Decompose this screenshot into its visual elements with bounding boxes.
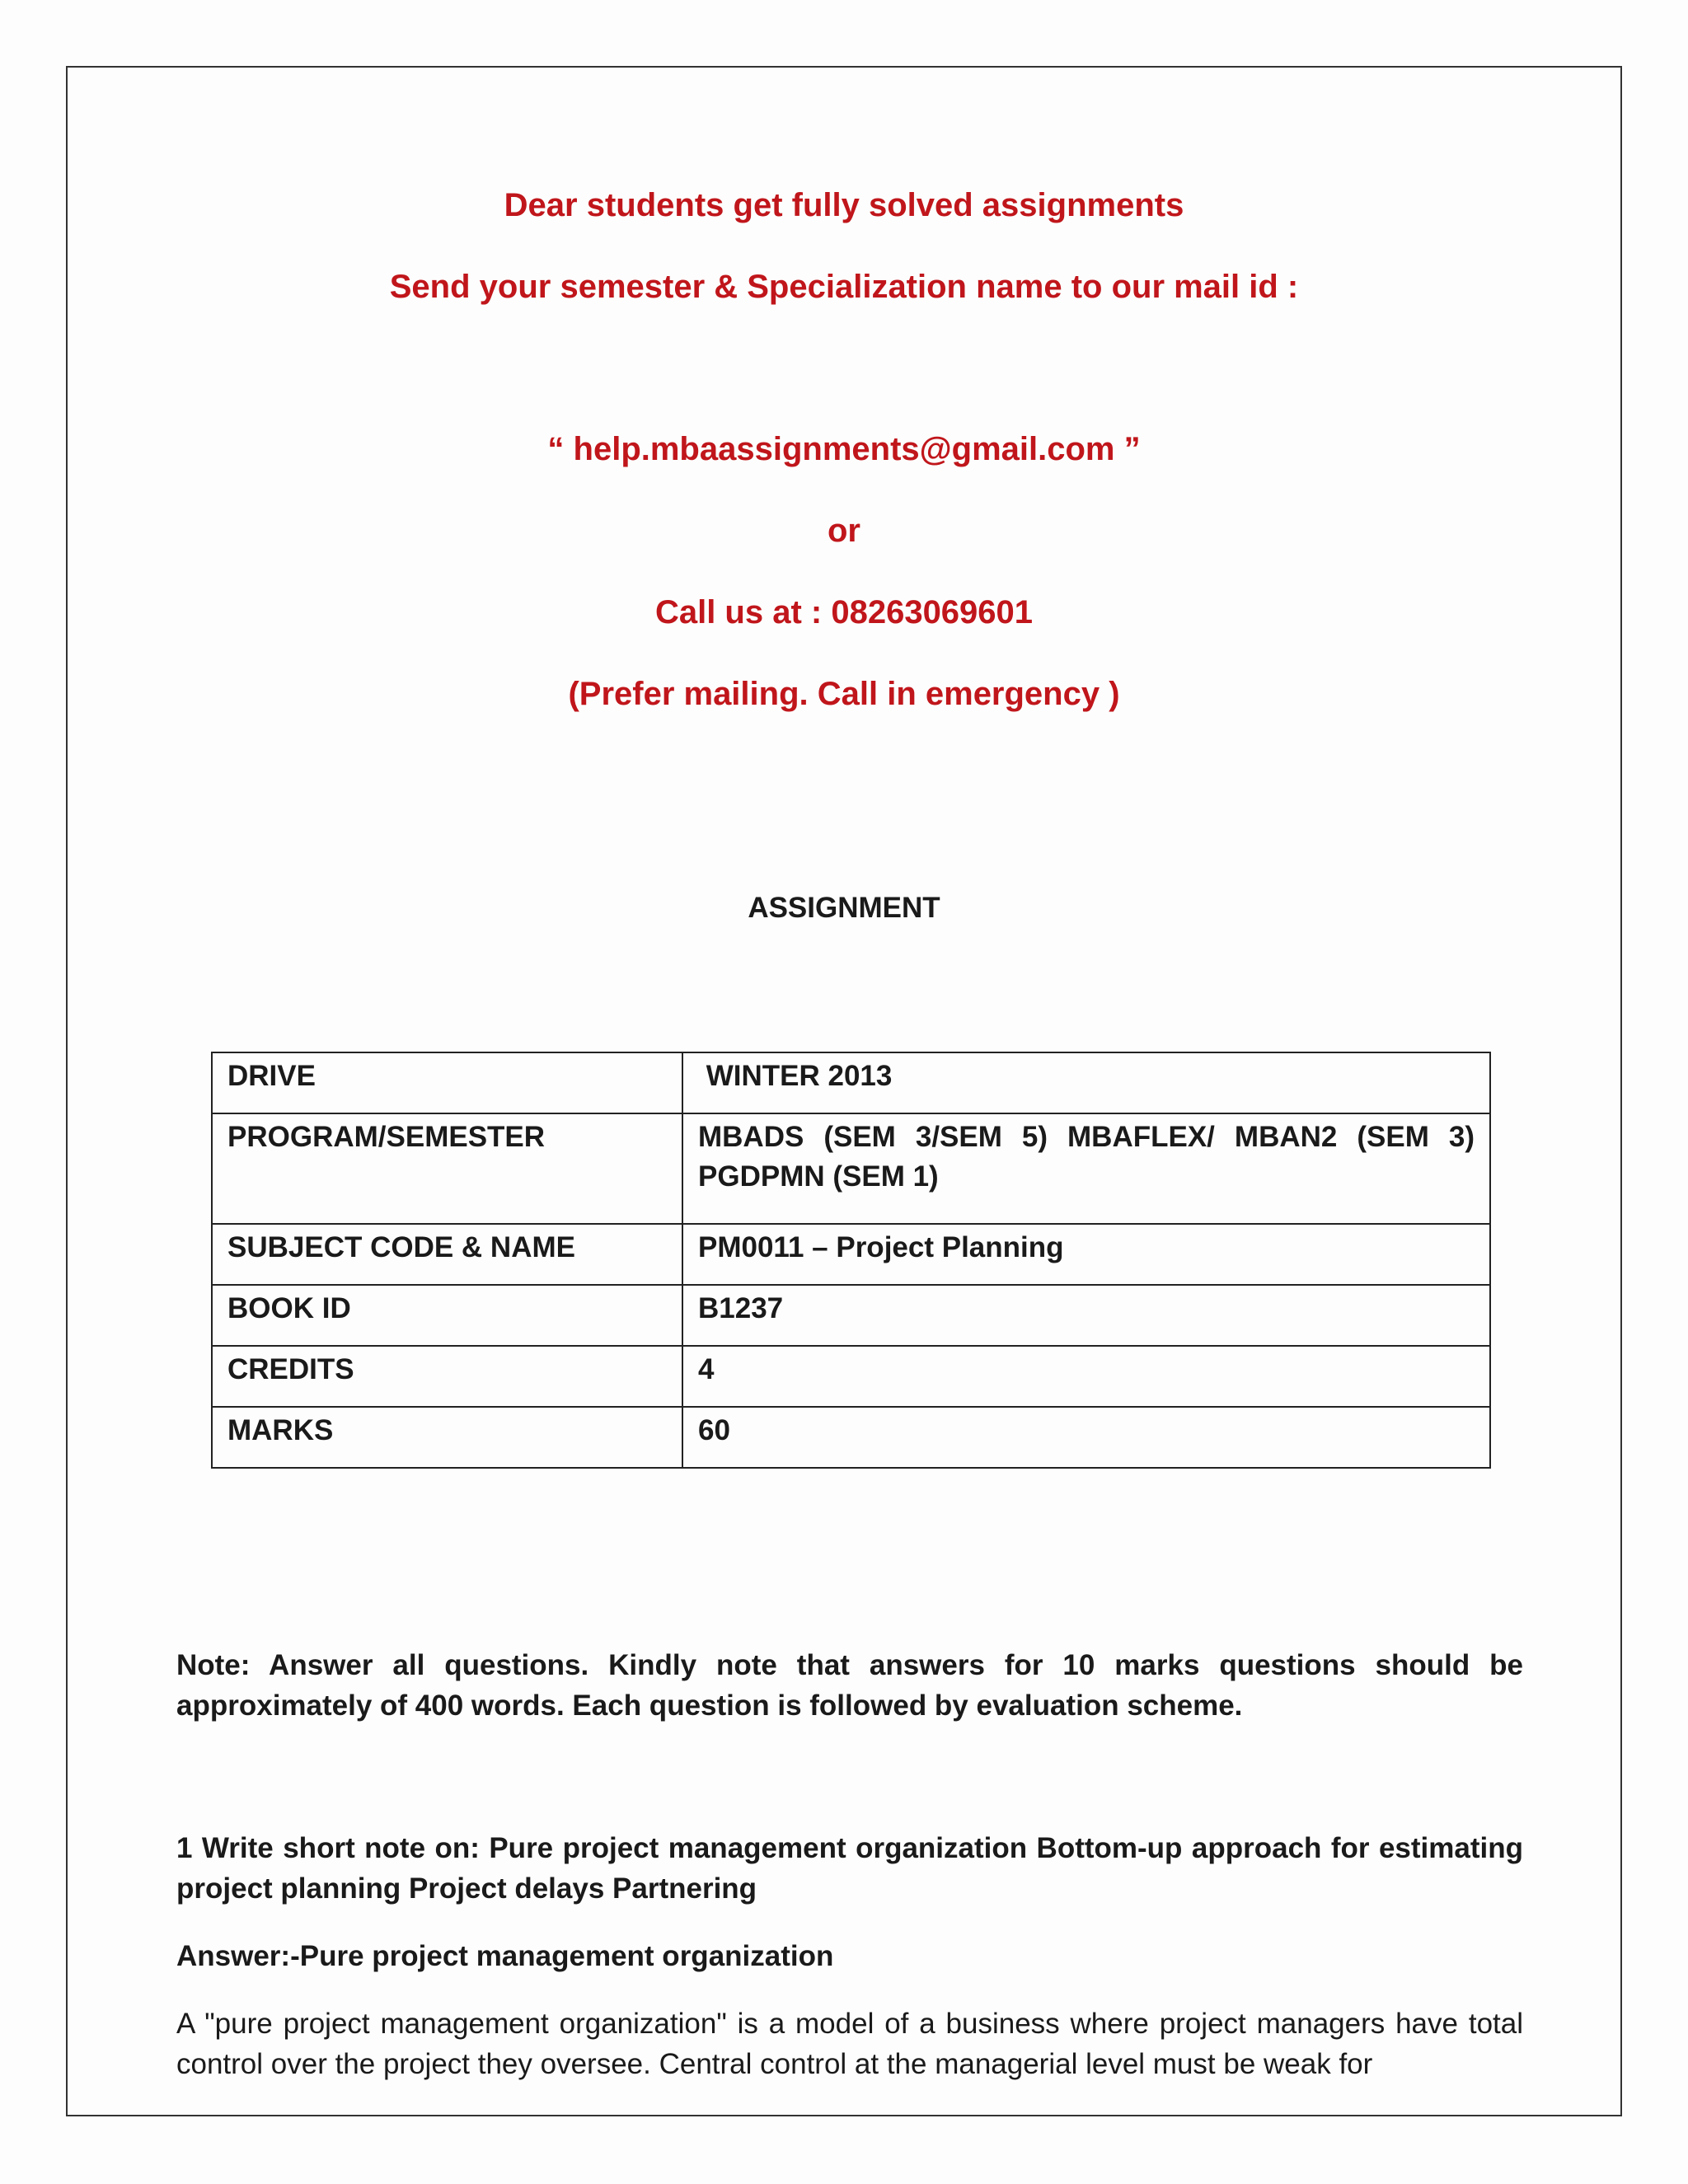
assignment-title: ASSIGNMENT <box>748 892 940 924</box>
table-row <box>212 1407 1490 1468</box>
table-row <box>212 1224 1490 1285</box>
answer-paragraph: A "pure project management organization" is a model of a business where project managers have total control over the project they oversee. Central control at the managerial level must be weak for <box>176 2008 1523 2080</box>
subject-label: SUBJECT CODE & NAME <box>212 1224 682 1285</box>
drive-value: WINTER 2013 <box>682 1052 1490 1113</box>
promo-or: or <box>828 513 860 549</box>
assignment-info-table <box>211 1052 1491 1469</box>
subject-value: PM0011 – Project Planning <box>682 1224 1490 1285</box>
program-semester-label: PROGRAM/SEMESTER <box>212 1113 682 1224</box>
question-1: 1 Write short note on: Pure project management organization Bottom-up approach for estimating project planning Project delays Partnering <box>176 1832 1523 1905</box>
marks-value: 60 <box>682 1407 1490 1468</box>
drive-label: DRIVE <box>212 1052 682 1113</box>
promo-headline: Dear students get fully solved assignments <box>504 187 1184 223</box>
credits-label: CREDITS <box>212 1346 682 1407</box>
note-paragraph: Note: Answer all questions. Kindly note that answers for 10 marks questions should be approximately of 400 words. Each question is followed by evaluation scheme. <box>176 1649 1523 1722</box>
promo-instruction: Send your semester & Specialization name to our mail id : <box>389 269 1299 305</box>
table-row <box>212 1285 1490 1346</box>
promo-prefer-note: (Prefer mailing. Call in emergency ) <box>568 676 1120 712</box>
promo-email: “ help.mbaassignments@gmail.com ” <box>547 431 1141 467</box>
table-row <box>212 1052 1490 1113</box>
marks-label: MARKS <box>212 1407 682 1468</box>
credits-value: 4 <box>682 1346 1490 1407</box>
answer-heading: Answer:-Pure project management organization <box>176 1940 834 1972</box>
table-row <box>212 1113 1490 1224</box>
program-semester-value: MBADS (SEM 3/SEM 5) MBAFLEX/ MBAN2 (SEM 3) PGDPMN (SEM 1) <box>682 1113 1490 1224</box>
book-id-value: B1237 <box>682 1285 1490 1346</box>
promo-phone: Call us at : 08263069601 <box>654 594 1034 630</box>
book-id-label: BOOK ID <box>212 1285 682 1346</box>
table-row <box>212 1346 1490 1407</box>
